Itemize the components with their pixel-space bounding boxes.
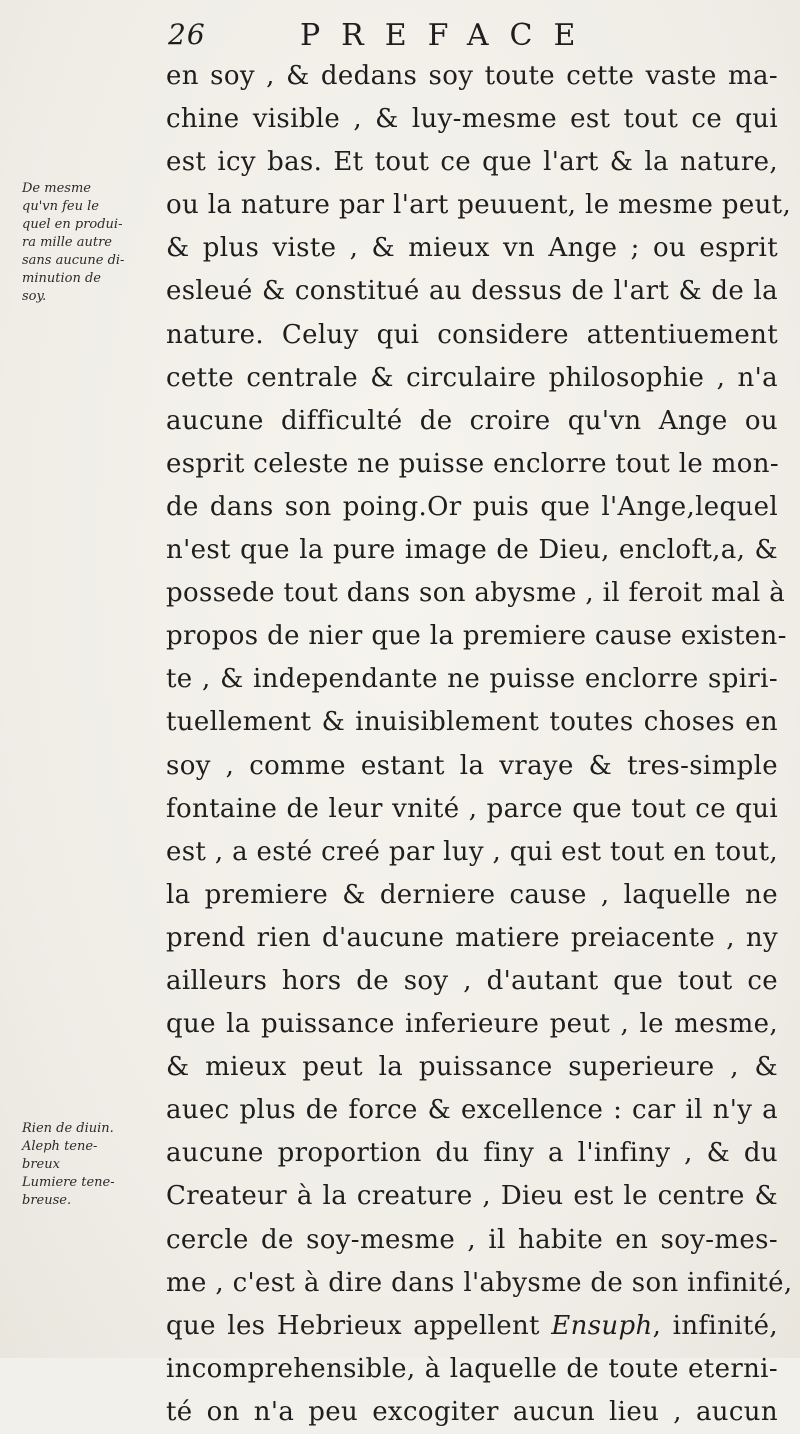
text-line: fontaine de leur vnité , parce que tout ce qui bbox=[166, 793, 778, 824]
text-line: esprit celeste ne puisse enclorre tout le mon- bbox=[166, 448, 779, 479]
margin-note-line: soy. bbox=[22, 289, 47, 304]
text-line: nature. Celuy qui considere attentiuement bbox=[166, 319, 778, 350]
margin-note-line: quel en produi- bbox=[22, 217, 123, 232]
margin-note-1 bbox=[22, 180, 144, 306]
text-line: n'est que la pure image de Dieu, encloft,a, & bbox=[166, 535, 778, 566]
text-line: soy , comme estant la vraye & tres-simple bbox=[166, 750, 778, 781]
text-line: esleué & constitué au dessus de l'art & de la bbox=[166, 276, 778, 307]
text-line: en soy , & dedans soy toute cette vaste ma- bbox=[166, 61, 778, 91]
text-line-with-italic bbox=[166, 1305, 778, 1348]
page-number: 26 bbox=[168, 18, 206, 51]
margin-note-2 bbox=[22, 1120, 144, 1210]
text-segment: , infinité, bbox=[652, 1310, 778, 1341]
body-text bbox=[166, 55, 793, 1434]
margin-note-line: minution de bbox=[22, 271, 101, 286]
margin-note-line: Lumiere tene- bbox=[22, 1175, 115, 1190]
text-line: aucune difficulté de croire qu'vn Ange ou bbox=[166, 405, 778, 436]
margin-note-line: sans aucune di- bbox=[22, 253, 125, 268]
margin-note-line: Rien de diuin. bbox=[22, 1121, 114, 1136]
margin-note-line: De mesme bbox=[22, 181, 91, 196]
text-line: & mieux peut la puissance superieure , & bbox=[166, 1052, 778, 1083]
text-line: aucune proportion du finy a l'infiny , & du bbox=[166, 1138, 778, 1169]
text-line: Createur à la creature , Dieu est le centre & bbox=[166, 1181, 778, 1212]
text-line: me , c'est à dire dans l'abysme de son infinité, bbox=[166, 1267, 793, 1298]
margin-note-line: qu'vn feu le bbox=[22, 199, 99, 214]
text-line: & plus viste , & mieux vn Ange ; ou esprit bbox=[166, 233, 778, 264]
text-line: ou la nature par l'art peuuent, le mesme peut, bbox=[166, 190, 792, 221]
margin-note-line: ra mille autre bbox=[22, 235, 112, 250]
text-line: auec plus de force & excellence : car il n'y a bbox=[166, 1095, 778, 1126]
text-line: te , & independante ne puisse enclorre spiri- bbox=[166, 664, 778, 695]
text-line: chine visible , & luy-mesme est tout ce qui bbox=[166, 104, 778, 135]
text-line: propos de nier que la premiere cause existen- bbox=[166, 621, 787, 652]
text-line: cercle de soy-mesme , il habite en soy-mes- bbox=[166, 1224, 778, 1255]
text-line: est icy bas. Et tout ce que l'art & la nature, bbox=[166, 147, 778, 178]
text-line: possede tout dans son abysme , il feroit mal à bbox=[166, 578, 786, 609]
text-line: de dans son poing.Or puis que l'Ange,lequel bbox=[166, 491, 778, 522]
margin-note-line: Aleph tene- bbox=[22, 1139, 98, 1154]
text-line: tuellement & inuisiblement toutes choses en bbox=[166, 707, 778, 738]
margin-note-line: breuse. bbox=[22, 1193, 72, 1208]
text-segment: que les Hebrieux appellent bbox=[166, 1310, 552, 1341]
text-line: ailleurs hors de soy , d'autant que tout ce bbox=[166, 965, 778, 996]
text-line: que la puissance inferieure peut , le mesme, bbox=[166, 1009, 778, 1040]
running-title: PREFACE bbox=[300, 18, 597, 53]
text-line: est , a esté creé par luy , qui est tout en tout, bbox=[166, 836, 779, 867]
text-line: la premiere & derniere cause , laquelle ne bbox=[166, 879, 778, 910]
margin-note-line: breux bbox=[22, 1157, 60, 1172]
text-line: incomprehensible, à laquelle de toute eterni- bbox=[166, 1353, 778, 1384]
text-line: té on n'a peu excogiter aucun lieu , aucun bbox=[166, 1396, 778, 1427]
page-header bbox=[0, 18, 800, 58]
text-line: cette centrale & circulaire philosophie , n'a bbox=[166, 362, 778, 393]
text-line: prend rien d'aucune matiere preiacente , ny bbox=[166, 922, 778, 953]
italic-term: Ensuph bbox=[551, 1310, 653, 1341]
